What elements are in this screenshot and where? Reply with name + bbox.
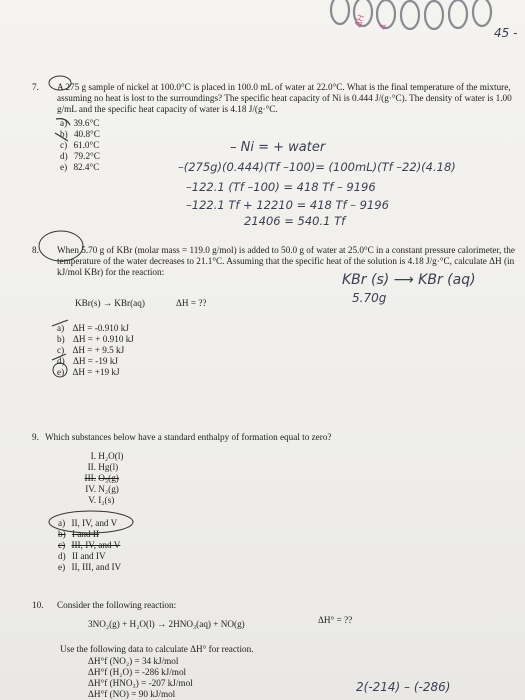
q9-item-3: III. O₃(g) [84, 473, 119, 483]
q8-line-2: temperature of the water decreases to 21.1°C. Assuming that the specific heat of the solution is 4.18 J/g·°C, calculate ΔH (in [57, 256, 515, 266]
q8-answer-marks [46, 318, 76, 380]
q7-answer-mark [52, 115, 76, 145]
q10-number: 10. [32, 600, 44, 610]
q7-work-line-3: –122.1 (Tf –100) = 418 Tf – 9196 [186, 180, 376, 194]
q10-delta-h: ΔH° = ?? [318, 615, 353, 625]
q9-item-4: IV. N₂(g) [85, 484, 119, 494]
q10-data-3: ΔH°f (HNO₃) = -207 kJ/mol [88, 678, 193, 688]
q9-number: 9. [32, 432, 39, 442]
q7-number: 7. [32, 82, 39, 92]
q10-reaction: 3NO₂(g) + H₂O(l) → 2HNO₃(aq) + NO(g) [88, 619, 245, 629]
q7-option-d[interactable]: d) 79.2°C [60, 151, 100, 161]
q7-line-3: g/mL and the specific heat capacity of water is 4.18 J/(g·°C. [57, 104, 278, 114]
q7-option-a[interactable]: a) 39.6°C [60, 118, 100, 128]
q9-answer-circle [46, 508, 136, 536]
q8-delta-h: ΔH = ?? [176, 298, 207, 308]
q8-number: 8. [32, 245, 39, 255]
svg-text:ΔH: ΔH [353, 13, 368, 30]
q9-item-1: I. H₂O(l) [90, 451, 124, 461]
binder-rings-decoration [300, 0, 525, 38]
svg-text:Δ: Δ [377, 22, 388, 31]
q10-data-4: ΔH°f (NO) = 90 kJ/mol [88, 689, 176, 699]
q7-work-line-2: –(275g)(0.444)(Tf –100)= (100mL)(Tf –22)(4.18) [178, 160, 456, 174]
q7-option-b[interactable]: b) 40.8°C [60, 129, 100, 139]
q8-work-mass: 5.70g [352, 291, 387, 305]
q8-option-a[interactable]: a) ΔH = -0.910 kJ [57, 323, 129, 333]
q10-data-1: ΔH°f (NO₂) = 34 kJ/mol [88, 656, 179, 666]
q7-option-e[interactable]: e) 82.4°C [60, 162, 100, 172]
q8-option-d[interactable]: d) ΔH = -19 kJ [57, 356, 118, 366]
q9-item-5: V. I₂(s) [88, 495, 115, 505]
q7-line-1: A 275 g sample of nickel at 100.0°C is placed in 100.0 mL of water at 22.0°C. What is the final temperature of the mixture, [57, 82, 511, 92]
q9-option-a[interactable]: a) II, IV, and V [58, 518, 118, 528]
q8-option-c[interactable]: c) ΔH = + 9.5 kJ [57, 345, 125, 355]
q7-work-line-5: 21406 = 540.1 Tf [244, 214, 346, 228]
q10-data-2: ΔH°f (H₂O) = -286 kJ/mol [88, 667, 187, 677]
q10-instruction: Use the following data to calculate ΔH° for reaction. [60, 644, 254, 654]
q9-option-c[interactable]: c) III, IV, and V [58, 540, 121, 550]
q9-option-b[interactable]: b) I and II [58, 529, 99, 539]
q7-option-c[interactable]: c) 61.0°C [60, 140, 100, 150]
q8-line-3: kJ/mol KBr) for the reaction: [57, 267, 165, 277]
q8-line-1: When 5.70 g of KBr (molar mass = 119.0 g/mol) is added to 50.0 g of water at 25.0°C in a constant pressure calorimeter, the [57, 245, 515, 255]
q9-option-e[interactable]: e) II, III, and IV [58, 562, 122, 572]
q9-item-2: II. Hg(l) [87, 462, 119, 472]
q9-question: Which substances below have a standard enthalpy of formation equal to zero? [45, 432, 332, 442]
page-number-mark: 45 - [494, 26, 518, 40]
q8-option-e[interactable]: e) ΔH = +19 kJ [57, 367, 120, 377]
q9-option-d[interactable]: d) II and IV [58, 551, 106, 561]
q8-work-reaction: KBr (s) ⟶ KBr (aq) [342, 272, 476, 288]
q7-work-line-4: –122.1 Tf + 12210 = 418 Tf – 9196 [186, 198, 389, 212]
q7-work-line-1: – Ni = + water [230, 140, 326, 155]
q10-work: 2(-214) – (-286) [356, 680, 451, 694]
q7-line-2: assuming no heat is lost to the surroundings? The specific heat capacity of Ni is 0.444 J/(g·°C). The density of water is 1.00 [57, 93, 512, 103]
q10-question: Consider the following reaction: [57, 600, 177, 610]
q8-option-b[interactable]: b) ΔH = + 0.910 kJ [57, 334, 134, 344]
q8-reaction: KBr(s) → KBr(aq) [75, 298, 145, 308]
